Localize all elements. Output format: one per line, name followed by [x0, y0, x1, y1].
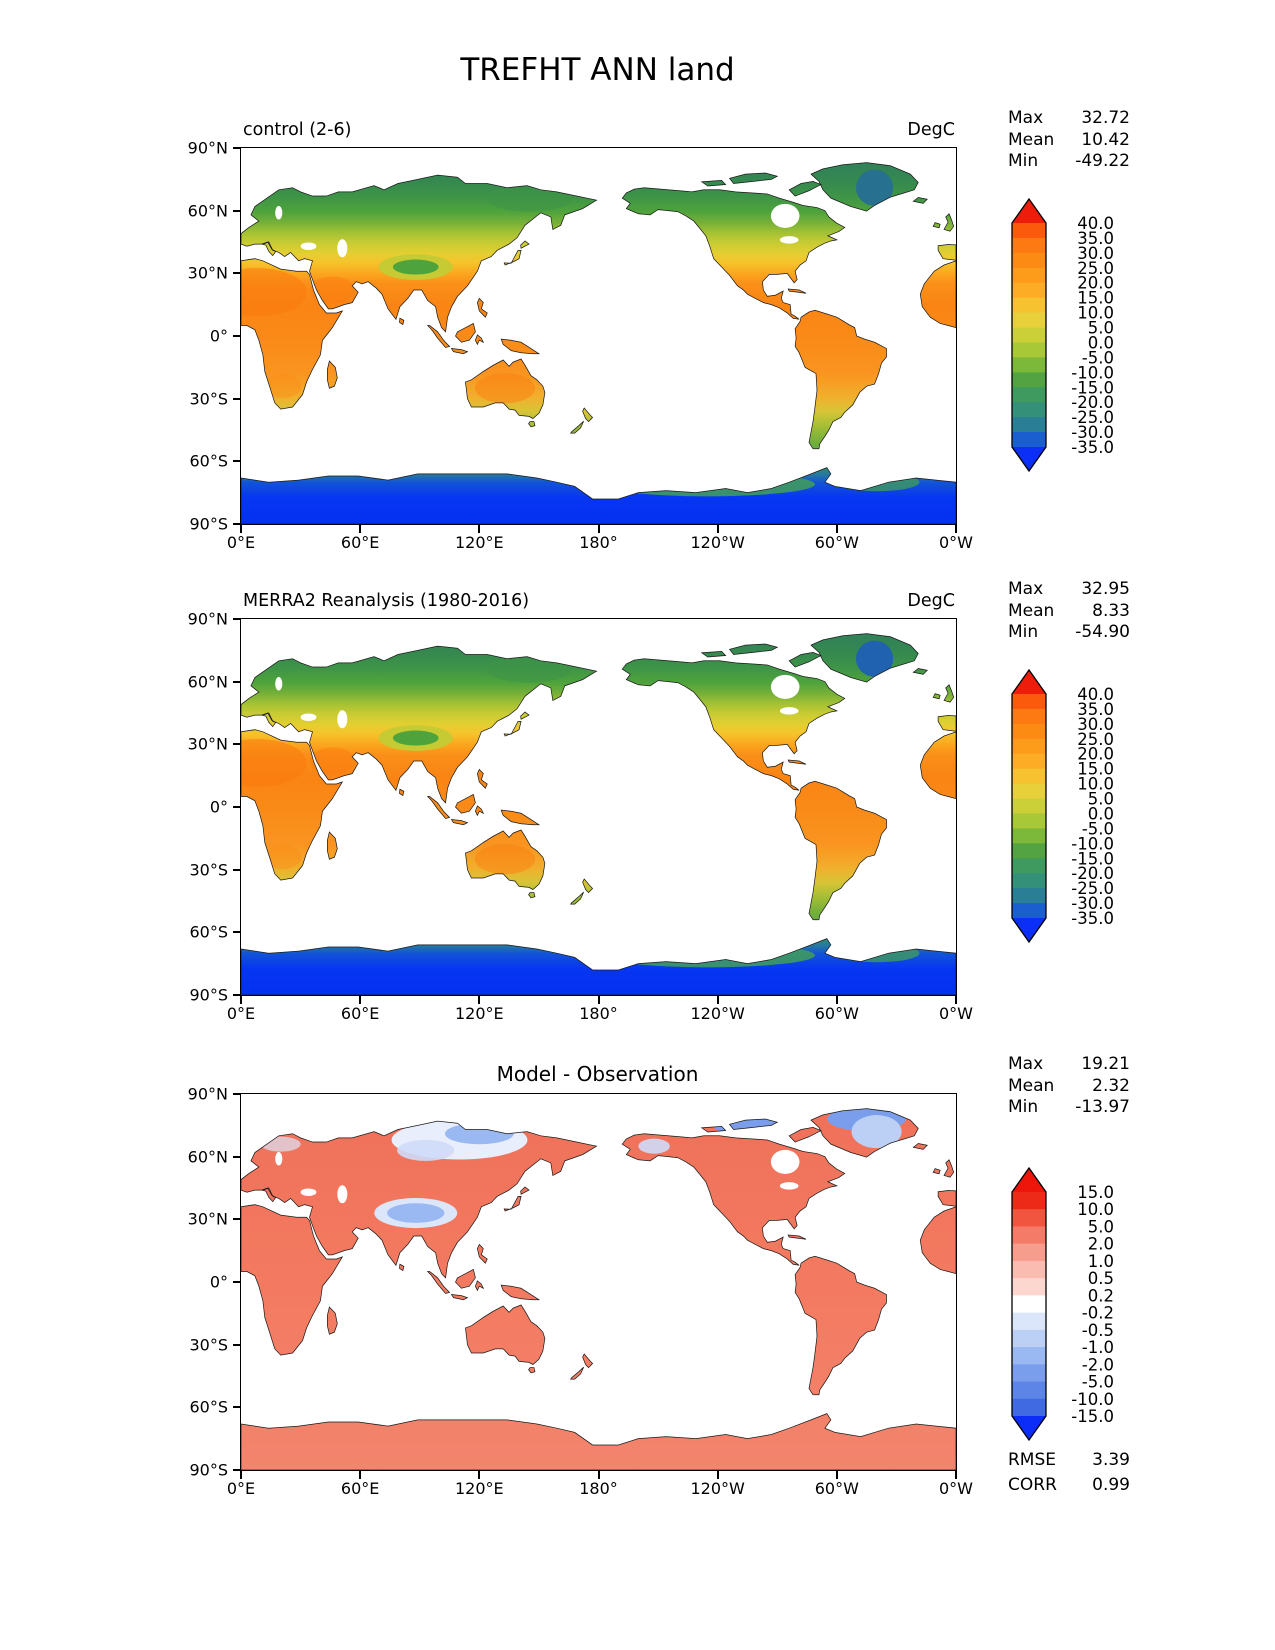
colorbar-segment — [1012, 784, 1046, 799]
colorbar-tick-label: 25.0 — [1077, 729, 1114, 749]
stat-label: Min — [1008, 1097, 1039, 1117]
colorbar-svg — [1010, 197, 1150, 483]
y-axis-label: 90°S — [189, 1460, 228, 1480]
stat-value: -13.97 — [1075, 1097, 1130, 1117]
y-axis-tick — [233, 1093, 241, 1095]
colorbar-segment — [1012, 1382, 1046, 1400]
map-shade-region — [393, 260, 439, 275]
colorbar-tick-label: -30.0 — [1071, 894, 1114, 914]
stat-row-mean — [1008, 130, 1130, 152]
colorbar-tick-label: 20.0 — [1077, 273, 1114, 293]
panel-header — [240, 120, 955, 144]
y-axis-label: 60°S — [189, 1397, 228, 1417]
map-shade-region — [771, 204, 800, 228]
colorbar-tick-label: 30.0 — [1077, 243, 1114, 263]
x-axis-label: 120°E — [455, 1479, 504, 1498]
x-axis-tick — [955, 995, 957, 1004]
colorbar-tick-label: 5.0 — [1087, 318, 1114, 338]
x-axis-label: 60°E — [340, 1004, 380, 1023]
x-axis-label: 60°W — [814, 1479, 859, 1498]
y-axis-label: 90°S — [189, 985, 228, 1005]
map-shade-region — [397, 1140, 454, 1161]
colorbar-segment — [1012, 372, 1046, 387]
y-axis-label: 60°N — [187, 672, 228, 692]
map-shade-region — [475, 844, 535, 874]
x-axis-label: 60°W — [814, 533, 859, 552]
stat-value: 2.32 — [1092, 1075, 1130, 1096]
x-axis-label: 0°W — [939, 1479, 973, 1498]
x-axis-tick — [359, 1470, 361, 1479]
x-axis-label: 60°E — [340, 533, 380, 552]
stat-label: Mean — [1008, 1075, 1055, 1096]
stat-row-mean — [1008, 1076, 1130, 1098]
x-axis-label: 0°W — [939, 533, 973, 552]
stat-value: 0.99 — [1092, 1475, 1130, 1495]
colorbar-segment — [1012, 223, 1046, 238]
colorbar-tick-label: 30.0 — [1077, 714, 1114, 734]
x-axis-label: 60°E — [340, 1479, 380, 1498]
landmass — [938, 244, 956, 260]
colorbar-segment — [1012, 268, 1046, 283]
colorbar-tick-label: 2.0 — [1087, 1234, 1114, 1254]
colorbar-tick-label: -15.0 — [1071, 849, 1114, 869]
map-shade-region — [475, 373, 535, 403]
colorbar-segment — [1012, 1261, 1046, 1279]
colorbar-tick-label: -0.2 — [1081, 1303, 1114, 1323]
stat-label: Max — [1008, 1054, 1044, 1074]
colorbar-tick-label: -15.0 — [1071, 1407, 1114, 1426]
colorbar-tick-label: 15.0 — [1077, 288, 1114, 308]
colorbar-tick-label: 40.0 — [1077, 685, 1114, 704]
colorbar-segment — [1012, 342, 1046, 357]
colorbar-segment — [1012, 888, 1046, 903]
stat-value: 10.42 — [1081, 129, 1130, 150]
x-axis-label: 120°W — [690, 1004, 745, 1023]
colorbar-tick-label: 10.0 — [1077, 303, 1114, 323]
x-axis-tick — [478, 1470, 480, 1479]
stat-value: 8.33 — [1092, 600, 1130, 621]
colorbar-tick-label: -15.0 — [1071, 378, 1114, 398]
colorbar-tick-label: 40.0 — [1077, 214, 1114, 233]
rmse-corr-block — [1008, 1448, 1130, 1498]
x-axis-tick — [955, 524, 957, 533]
panel-title: Model - Observation — [496, 1062, 699, 1086]
map-shade-region — [393, 731, 439, 746]
colorbar-tick-label: 0.0 — [1087, 333, 1114, 353]
colorbar — [1010, 668, 1150, 958]
landmass — [622, 659, 844, 791]
y-axis-label: 90°N — [187, 1084, 228, 1104]
landmass — [795, 310, 886, 449]
colorbar-segment — [1012, 357, 1046, 372]
colorbar-tick-label: -1.0 — [1081, 1338, 1114, 1358]
colorbar-tick-label: 5.0 — [1087, 1217, 1114, 1237]
x-axis-label: 180° — [579, 1479, 618, 1498]
colorbar-segment — [1012, 1278, 1046, 1296]
landmass — [327, 1307, 337, 1334]
colorbar-tick-label: 0.5 — [1087, 1269, 1114, 1289]
stat-label: Min — [1008, 622, 1039, 642]
stat-label: CORR — [1008, 1475, 1057, 1495]
colorbar-segment — [1012, 1209, 1046, 1227]
colorbar-segment — [1012, 238, 1046, 253]
map-shade-region — [445, 1123, 514, 1144]
colorbar-segment — [1012, 313, 1046, 328]
y-axis-tick — [233, 869, 241, 871]
map-shade-region — [771, 1150, 800, 1174]
y-axis-tick — [233, 272, 241, 274]
landmass — [465, 1305, 544, 1364]
x-axis-tick — [478, 524, 480, 533]
colorbar-segment — [1012, 769, 1046, 784]
y-axis-label: 90°N — [187, 138, 228, 158]
stat-row-max — [1008, 108, 1130, 130]
landmass — [938, 1190, 956, 1206]
y-axis-label: 30°S — [189, 860, 228, 880]
colorbar-segment — [1012, 1364, 1046, 1382]
y-axis-label: 30°N — [187, 263, 228, 283]
colorbar-segment — [1012, 813, 1046, 828]
colorbar-tick-label: -10.0 — [1071, 1389, 1114, 1409]
y-axis-label: 30°N — [187, 1209, 228, 1229]
stat-value: 3.39 — [1092, 1450, 1130, 1470]
landmass — [501, 1285, 539, 1300]
map-shade-region — [852, 1115, 902, 1148]
colorbar-tick-label: 15.0 — [1077, 759, 1114, 779]
colorbar-tick-label: 25.0 — [1077, 258, 1114, 278]
stat-label: Mean — [1008, 600, 1055, 621]
land-fill-layer — [241, 634, 956, 995]
colorbar-segment — [1012, 843, 1046, 858]
y-axis-tick — [233, 1406, 241, 1408]
colorbar-segment — [1012, 253, 1046, 268]
colorbar-arrow-top — [1012, 670, 1046, 694]
map-shade-region — [856, 170, 893, 206]
landmass — [501, 339, 539, 354]
landmass — [920, 732, 956, 799]
stat-value: -49.22 — [1075, 151, 1130, 171]
x-axis-tick — [598, 524, 600, 533]
map-shade-region — [780, 707, 799, 715]
landmass — [920, 1207, 956, 1274]
y-axis-label: 0° — [209, 1272, 228, 1292]
stat-value: 32.72 — [1081, 108, 1130, 128]
landmass — [327, 832, 337, 859]
landmass — [938, 715, 956, 731]
colorbar-tick-label: -2.0 — [1081, 1355, 1114, 1375]
stat-label: Min — [1008, 151, 1039, 171]
x-axis-label: 180° — [579, 533, 618, 552]
y-axis-label: 90°N — [187, 609, 228, 629]
y-axis-tick — [233, 1281, 241, 1283]
map-shade-region — [486, 656, 572, 683]
x-axis-tick — [240, 524, 242, 533]
colorbar-segment — [1012, 903, 1046, 918]
stat-label: Mean — [1008, 129, 1055, 150]
colorbar-tick-label: -10.0 — [1071, 834, 1114, 854]
colorbar-tick-label: -35.0 — [1071, 438, 1114, 457]
y-axis-label: 0° — [209, 326, 228, 346]
colorbar-arrow-bottom — [1012, 918, 1046, 942]
map-shade-region — [638, 1139, 669, 1154]
y-axis-label: 60°N — [187, 1147, 228, 1167]
panel-title: control (2-6) — [243, 120, 352, 140]
x-axis-tick — [359, 995, 361, 1004]
panel-title: MERRA2 Reanalysis (1980-2016) — [243, 591, 530, 611]
stat-row-max — [1008, 579, 1130, 601]
y-axis-tick — [233, 335, 241, 337]
landmass — [622, 188, 844, 320]
land-fill-layer — [241, 1109, 956, 1470]
colorbar-segment — [1012, 1347, 1046, 1365]
colorbar-tick-label: -5.0 — [1081, 819, 1114, 839]
colorbar-segment — [1012, 724, 1046, 739]
x-axis-tick — [598, 1470, 600, 1479]
colorbar — [1010, 1166, 1150, 1456]
stat-value: 19.21 — [1081, 1054, 1130, 1074]
stats-block — [1008, 108, 1130, 173]
colorbar-svg — [1010, 668, 1150, 954]
colorbar-tick-label: 15.0 — [1077, 1183, 1114, 1202]
colorbar-segment — [1012, 799, 1046, 814]
colorbar-arrow-top — [1012, 199, 1046, 223]
colorbar-segment — [1012, 1330, 1046, 1348]
colorbar-segment — [1012, 828, 1046, 843]
map-shade-region — [275, 677, 282, 691]
colorbar-segment — [1012, 1244, 1046, 1262]
y-axis-tick — [233, 1156, 241, 1158]
x-axis-tick — [717, 524, 719, 533]
panel-header — [240, 591, 955, 615]
x-axis-tick — [598, 995, 600, 1004]
colorbar-tick-label: 20.0 — [1077, 744, 1114, 764]
colorbar-segment — [1012, 754, 1046, 769]
landmass — [501, 810, 539, 825]
y-axis-label: 60°S — [189, 922, 228, 942]
map-shade-region — [275, 1152, 282, 1166]
colorbar-segment — [1012, 283, 1046, 298]
colorbar-tick-label: 35.0 — [1077, 228, 1114, 248]
panel-units-label: DegC — [907, 591, 955, 611]
stat-row-max — [1008, 1054, 1130, 1076]
map-shade-region — [275, 206, 282, 220]
world-map-svg — [241, 148, 956, 524]
x-axis-tick — [359, 524, 361, 533]
colorbar-tick-label: 0.2 — [1087, 1286, 1114, 1306]
colorbar-segment — [1012, 709, 1046, 724]
land-fill-layer — [241, 163, 956, 524]
stat-row-corr — [1008, 1473, 1130, 1498]
x-axis-label: 120°E — [455, 1004, 504, 1023]
colorbar-segment — [1012, 739, 1046, 754]
y-axis-tick — [233, 743, 241, 745]
panel-header — [240, 1062, 955, 1090]
landmass — [920, 261, 956, 328]
colorbar-segment — [1012, 873, 1046, 888]
stat-row-min — [1008, 1097, 1130, 1119]
stat-row-rmse — [1008, 1448, 1130, 1473]
map-shade-region — [337, 1185, 347, 1203]
map-shade-region — [337, 710, 347, 728]
x-axis-tick — [478, 995, 480, 1004]
landmass — [789, 1127, 821, 1142]
y-axis-tick — [233, 210, 241, 212]
colorbar-segment — [1012, 402, 1046, 417]
stats-block — [1008, 579, 1130, 644]
stat-row-mean — [1008, 601, 1130, 623]
stat-value: -54.90 — [1075, 622, 1130, 642]
stat-row-min — [1008, 151, 1130, 173]
landmass — [789, 652, 821, 667]
colorbar-segment — [1012, 328, 1046, 343]
y-axis-tick — [233, 931, 241, 933]
y-axis-label: 0° — [209, 797, 228, 817]
colorbar-segment — [1012, 1313, 1046, 1331]
y-axis-tick — [233, 460, 241, 462]
colorbar-tick-label: 10.0 — [1077, 774, 1114, 794]
colorbar-segment — [1012, 432, 1046, 447]
y-axis-tick — [233, 806, 241, 808]
stat-value: 32.95 — [1081, 579, 1130, 599]
map-shade-region — [780, 1182, 799, 1190]
y-axis-label: 60°N — [187, 201, 228, 221]
colorbar-tick-label: -5.0 — [1081, 348, 1114, 368]
y-axis-label: 30°N — [187, 734, 228, 754]
map-plot — [187, 1084, 973, 1498]
map-shade-region — [856, 641, 893, 677]
colorbar-segment — [1012, 1399, 1046, 1417]
x-axis-tick — [717, 1470, 719, 1479]
map-shade-region — [713, 1114, 802, 1137]
map-plot — [187, 138, 973, 552]
colorbar-arrow-bottom — [1012, 1416, 1046, 1440]
world-map-svg — [241, 1094, 956, 1470]
colorbar-tick-label: -25.0 — [1071, 408, 1114, 428]
colorbar-segment — [1012, 298, 1046, 313]
colorbar-segment — [1012, 387, 1046, 402]
panel-units-label: DegC — [907, 120, 955, 140]
colorbar-segment — [1012, 1226, 1046, 1244]
landmass — [789, 181, 821, 196]
x-axis-label: 0°E — [226, 533, 256, 552]
x-axis-label: 120°E — [455, 533, 504, 552]
x-axis-tick — [836, 524, 838, 533]
colorbar-tick-label: 35.0 — [1077, 699, 1114, 719]
x-axis-label: 0°E — [226, 1004, 256, 1023]
x-axis-label: 120°W — [690, 533, 745, 552]
landmass — [327, 361, 337, 388]
colorbar-tick-label: -10.0 — [1071, 363, 1114, 383]
map-shade-region — [387, 1203, 444, 1223]
colorbar-tick-label: 0.0 — [1087, 804, 1114, 824]
y-axis-label: 90°S — [189, 514, 228, 534]
stat-label: Max — [1008, 579, 1044, 599]
colorbar-tick-label: -0.5 — [1081, 1320, 1114, 1340]
x-axis-tick — [240, 1470, 242, 1479]
x-axis-label: 0°E — [226, 1479, 256, 1498]
x-axis-label: 0°W — [939, 1004, 973, 1023]
y-axis-label: 60°S — [189, 451, 228, 471]
landmass — [795, 781, 886, 920]
map-shade-region — [301, 242, 317, 250]
x-axis-tick — [240, 995, 242, 1004]
x-axis-label: 60°W — [814, 1004, 859, 1023]
x-axis-label: 180° — [579, 1004, 618, 1023]
stat-label: Max — [1008, 108, 1044, 128]
colorbar-segment — [1012, 1295, 1046, 1313]
colorbar-tick-label: -35.0 — [1071, 909, 1114, 928]
colorbar-segment — [1012, 858, 1046, 873]
stats-block — [1008, 1054, 1130, 1119]
y-axis-label: 30°S — [189, 389, 228, 409]
y-axis-tick — [233, 681, 241, 683]
y-axis-label: 30°S — [189, 1335, 228, 1355]
colorbar-tick-label: -20.0 — [1071, 393, 1114, 413]
figure-title: TREFHT ANN land — [460, 52, 735, 88]
stat-row-min — [1008, 622, 1130, 644]
x-axis-tick — [955, 1470, 957, 1479]
map-plot — [187, 609, 973, 1023]
colorbar-segment — [1012, 1192, 1046, 1210]
colorbar-tick-label: -30.0 — [1071, 423, 1114, 443]
colorbar-tick-label: 1.0 — [1087, 1251, 1114, 1271]
map-shade-region — [301, 713, 317, 721]
y-axis-tick — [233, 1344, 241, 1346]
x-axis-tick — [717, 995, 719, 1004]
colorbar-segment — [1012, 417, 1046, 432]
stat-label: RMSE — [1008, 1450, 1057, 1470]
world-map-svg — [241, 619, 956, 995]
colorbar-segment — [1012, 694, 1046, 709]
colorbar-tick-label: -25.0 — [1071, 879, 1114, 899]
map-shade-region — [771, 675, 800, 699]
landmass — [795, 1256, 886, 1395]
map-shade-region — [486, 185, 572, 212]
colorbar-tick-label: 10.0 — [1077, 1200, 1114, 1220]
map-shade-region — [337, 239, 347, 257]
map-shade-region — [301, 1188, 317, 1196]
colorbar-tick-label: 5.0 — [1087, 789, 1114, 809]
colorbar — [1010, 197, 1150, 487]
colorbar-arrow-bottom — [1012, 447, 1046, 471]
x-axis-tick — [836, 1470, 838, 1479]
x-axis-label: 120°W — [690, 1479, 745, 1498]
colorbar-svg — [1010, 1166, 1150, 1452]
colorbar-tick-label: -5.0 — [1081, 1372, 1114, 1392]
y-axis-tick — [233, 618, 241, 620]
y-axis-tick — [233, 398, 241, 400]
map-shade-region — [780, 236, 799, 244]
x-axis-tick — [836, 995, 838, 1004]
y-axis-tick — [233, 1218, 241, 1220]
y-axis-tick — [233, 147, 241, 149]
colorbar-arrow-top — [1012, 1168, 1046, 1192]
colorbar-tick-label: -20.0 — [1071, 864, 1114, 884]
